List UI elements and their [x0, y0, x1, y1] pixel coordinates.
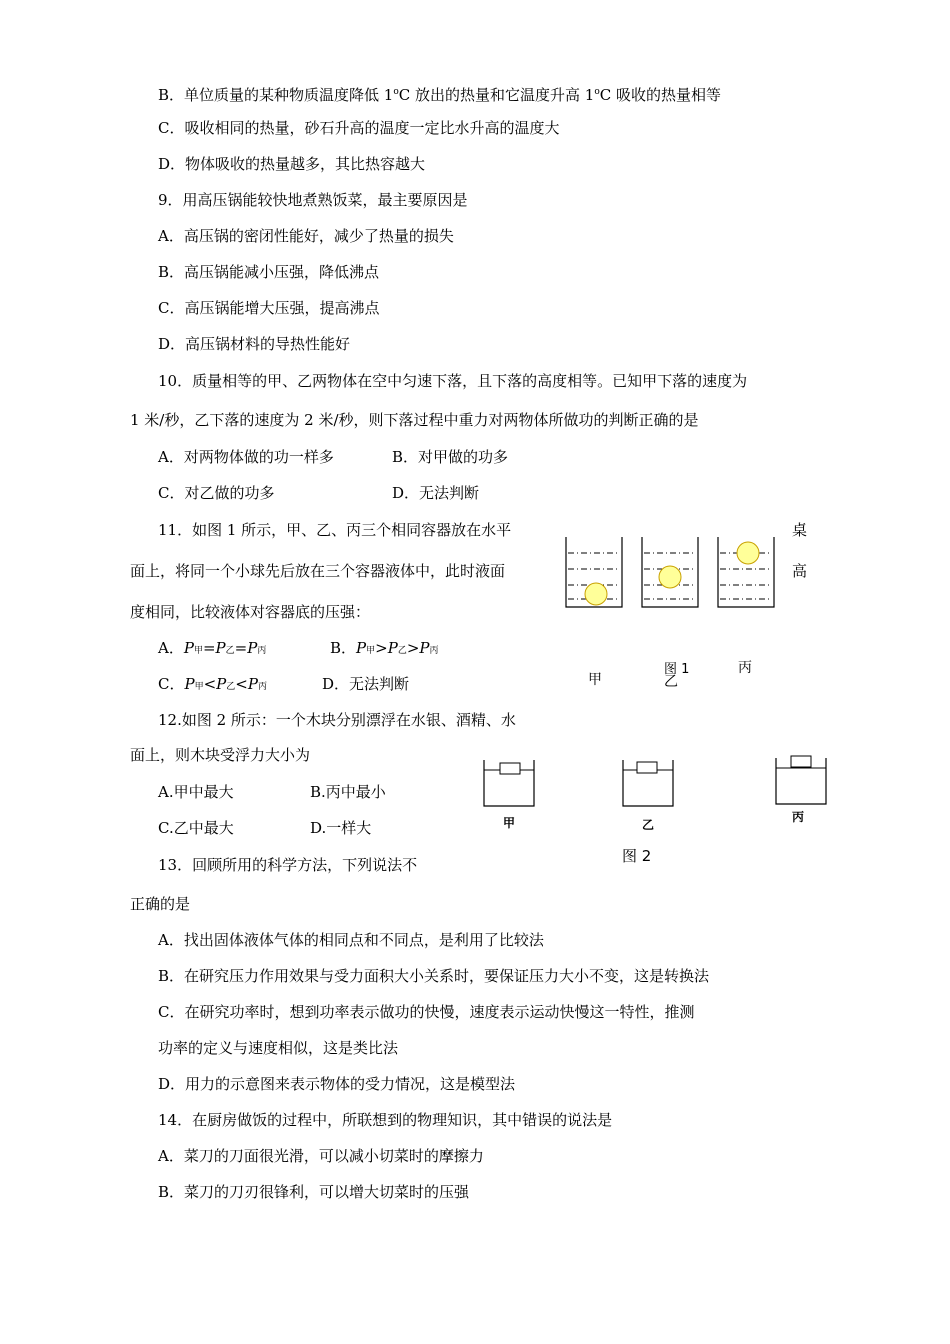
q14-stem: 14．在厨房做饭的过程中，所联想到的物理知识，其中错误的说法是	[158, 1111, 613, 1129]
beaker-yi	[623, 760, 673, 806]
q11-stem-line1: 11．如图 1 所示，甲、乙、丙三个相同容器放在水平	[158, 521, 512, 539]
q13-option-a: A．找出固体液体气体的相同点和不同点，是利用了比较法	[158, 931, 544, 949]
figure-2-caption: 图 2	[622, 847, 652, 865]
q12-option-d: D.一样大	[310, 819, 372, 837]
q10-option-d: D．无法判断	[392, 484, 480, 502]
ball-bing	[737, 542, 759, 564]
q12-option-a: A.甲中最大	[158, 783, 234, 801]
block-bing	[791, 756, 811, 767]
container-jia	[566, 537, 622, 607]
q13-option-c-line1: C．在研究功率时，想到功率表示做功的快慢，速度表示运动快慢这一特性，推测	[158, 1003, 695, 1021]
q9-option-d: D．高压锅材料的导热性能好	[158, 335, 351, 353]
q11-option-c: C．P甲<P乙<P丙	[158, 675, 267, 693]
q9-option-a: A．高压锅的密闭性能好，减少了热量的损失	[158, 227, 454, 245]
q9-option-c: C．高压锅能增大压强，提高沸点	[158, 299, 380, 317]
q11-stem-line1-tail: 桌	[792, 521, 808, 539]
container-bing	[718, 537, 774, 607]
q11-option-a: A．P甲=P乙=P丙	[158, 639, 267, 657]
q13-stem-line1: 13．回顾所用的科学方法，下列说法不	[158, 856, 418, 874]
q10-option-a: A．对两物体做的功一样多	[158, 448, 334, 466]
q13-option-c-line2: 功率的定义与速度相似，这是类比法	[158, 1039, 399, 1057]
q9-stem: 9．用高压锅能较快地煮熟饭菜，最主要原因是	[158, 191, 468, 209]
q13-stem-line2: 正确的是	[130, 895, 191, 913]
beaker-bing	[776, 756, 826, 804]
q12-stem-line1: 12.如图 2 所示：一个木块分别漂浮在水银、酒精、水	[158, 711, 516, 729]
figure-1-caption: 图 1	[664, 662, 690, 677]
ball-jia	[585, 583, 607, 605]
figure-1	[560, 535, 790, 615]
q13-option-b: B．在研究压力作用效果与受力面积大小关系时，要保证压力大小不变，这是转换法	[158, 967, 710, 985]
q11-option-d: D．无法判断	[322, 675, 410, 693]
q10-stem-line2: 1 米/秒，乙下落的速度为 2 米/秒，则下落过程中重力对两物体所做功的判断正确的是	[130, 411, 699, 429]
q12-option-b: B.丙中最小	[310, 783, 386, 801]
q10-option-c: C．对乙做的功多	[158, 484, 275, 502]
q14-option-b: B．菜刀的刀刃很锋利，可以增大切菜时的压强	[158, 1183, 470, 1201]
ball-yi	[659, 566, 681, 588]
q8-option-b: B．单位质量的某种物质温度降低 1$^o$C 放出的热量和它温度升高 1$^o$C 吸收的热量相等	[158, 86, 721, 104]
q9-option-b: B．高压锅能减小压强，降低沸点	[158, 263, 380, 281]
q11-option-b: B．P甲>P乙>P丙	[330, 639, 439, 657]
container-yi	[642, 537, 698, 607]
q12-option-c: C.乙中最大	[158, 819, 234, 837]
figure-2-label-jia: 甲	[503, 816, 516, 830]
block-jia	[500, 763, 520, 774]
figure-2-label-bing: 丙	[792, 810, 805, 824]
q8-option-d: D．物体吸收的热量越多，其比热容越大	[158, 155, 426, 173]
q12-stem-line2: 面上，则木块受浮力大小为	[130, 746, 311, 764]
figure-2	[480, 752, 830, 812]
q11-stem-line3: 度相同，比较液体对容器底的压强：	[130, 603, 371, 621]
q11-stem-line2-tail: 高	[792, 562, 808, 580]
figure-1-label-bing: 丙	[738, 660, 752, 676]
q11-stem-line2: 面上，将同一个小球先后放在三个容器液体中，此时液面	[130, 562, 506, 580]
block-yi	[637, 762, 657, 773]
q13-option-d: D．用力的示意图来表示物体的受力情况，这是模型法	[158, 1075, 516, 1093]
figure-1-label-yi: 乙	[664, 674, 678, 690]
figure-2-label-yi: 乙	[642, 818, 655, 832]
q14-option-a: A．菜刀的刀面很光滑，可以减小切菜时的摩擦力	[158, 1147, 484, 1165]
q8-option-c: C．吸收相同的热量，砂石升高的温度一定比水升高的温度大	[158, 119, 560, 137]
beaker-jia	[484, 760, 534, 806]
figure-1-label-jia: 甲	[588, 672, 602, 688]
q10-stem-line1: 10．质量相等的甲、乙两物体在空中匀速下落，且下落的高度相等。已知甲下落的速度为	[158, 372, 748, 390]
q10-option-b: B．对甲做的功多	[392, 448, 509, 466]
